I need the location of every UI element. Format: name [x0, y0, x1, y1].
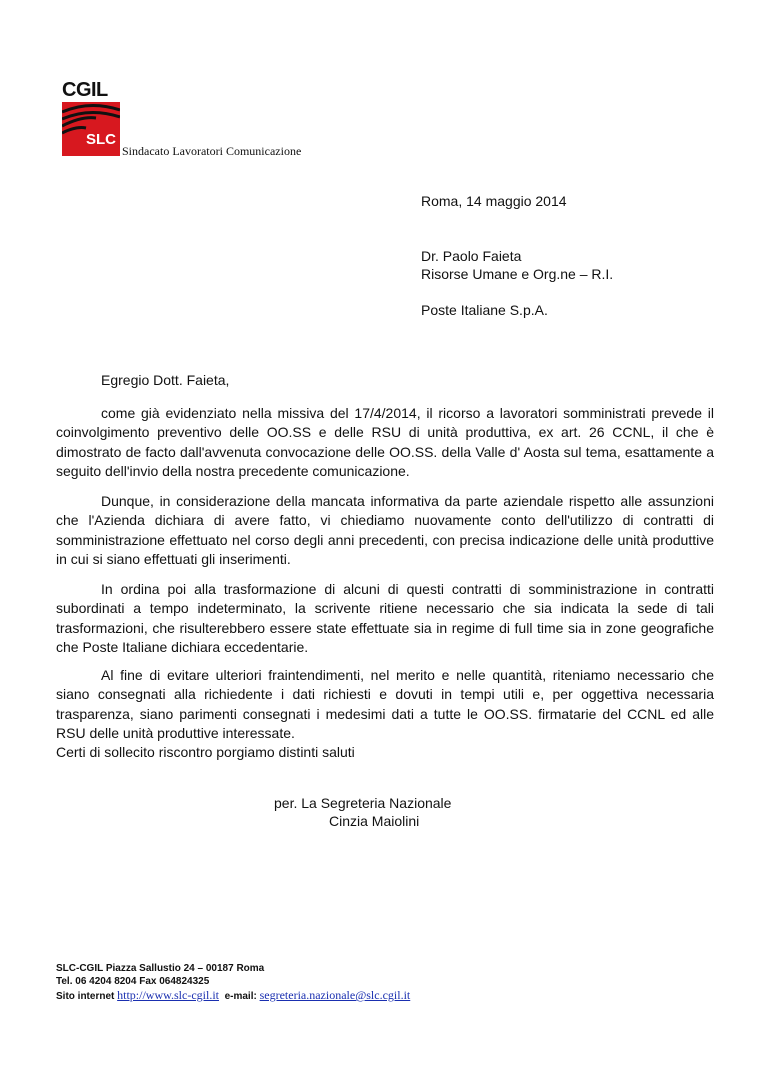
cgil-slc-logo	[62, 80, 120, 156]
body-paragraph: come già evidenziato nella missiva del 17/4/2014, il ricorso a lavoratori somministrati prevede il coinvolgimento preventivo delle OO.SS e delle RSU di unità produttiva, ex art. 26 CCNL, il che è dimostrato de facto dall'avvenuta convocazione delle OO.SS. della Valle d' Aosta sul tema, esattamente a seguito dell'invio della nostra precedente comunicazione.	[56, 405, 714, 480]
logo-cgil-text: CGIL	[62, 79, 108, 101]
footer-address: SLC-CGIL Piazza Sallustio 24 – 00187 Roma	[56, 963, 265, 974]
closing-line: Certi di sollecito riscontro porgiamo distinti saluti	[56, 744, 355, 760]
body-paragraph: Al fine di evitare ulteriori fraintendimenti, nel merito e nelle quantità, riteniamo necessario che siano consegnati alla richiedente i dati richiesti e dovuti in tempi utili e, per oggettiva necessaria trasparenza, siano parimenti consegnati i medesimi dati a tutte le OO.SS. firmatarie del CCNL ed alle RSU delle unità produttive interessate.	[56, 667, 714, 742]
footer-site-label: Sito internet	[56, 991, 115, 1002]
website-link[interactable]: http://www.slc-cgil.it	[117, 988, 220, 1002]
organization-name: Sindacato Lavoratori Comunicazione	[122, 144, 302, 158]
logo-slc-text: SLC	[86, 131, 116, 148]
recipient-department: Risorse Umane e Org.ne – R.I.	[421, 266, 614, 282]
signature-name: Cinzia Maiolini	[329, 813, 420, 829]
body-paragraph: In ordina poi alla trasformazione di alcuni di questi contratti di somministrazione in contratti subordinati a tempo indeterminato, la scrivente ritiene necessario che sia indicata la sede di tali trasformazioni, che risulterebbero essere state effettuate sia in regime di full time sia in zone geografiche che Poste Italiane dichiara eccedentarie.	[56, 581, 714, 656]
recipient-company: Poste Italiane S.p.A.	[421, 302, 548, 318]
email-link[interactable]: segreteria.nazionale@slc.cgil.it	[259, 988, 411, 1002]
footer-phone: Tel. 06 4204 8204 Fax 064824325	[56, 976, 210, 987]
footer-email-label: e-mail:	[224, 991, 257, 1002]
greeting: Egregio Dott. Faieta,	[101, 372, 230, 388]
letter-date: Roma, 14 maggio 2014	[421, 193, 567, 209]
body-paragraph: Dunque, in considerazione della mancata informativa da parte aziendale rispetto alle assunzioni che l'Azienda dichiara di avere fatto, vi chiediamo nuovamente conto dell'utilizzo di contratti di somministrazione effettuato nel corso degli anni precedenti, con precisa indicazione delle unità produttive in cui si siano effettuati gli inserimenti.	[56, 493, 714, 568]
recipient-name: Dr. Paolo Faieta	[421, 248, 522, 264]
logo-red-block	[62, 102, 120, 156]
footer-contacts	[56, 989, 410, 1003]
signature-office: per. La Segreteria Nazionale	[274, 795, 452, 811]
